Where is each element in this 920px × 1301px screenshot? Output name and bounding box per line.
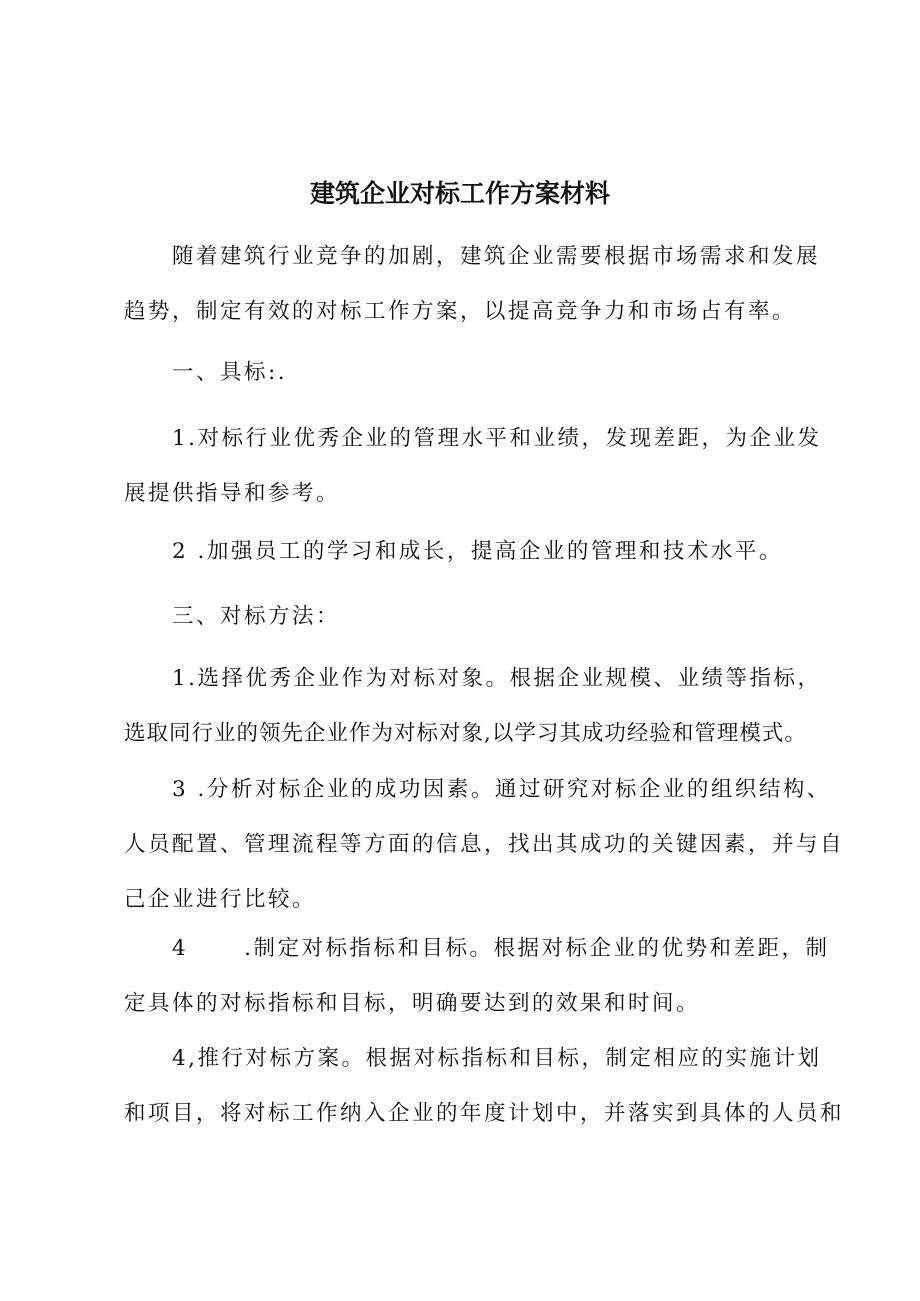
heading-line: 一、具标:. — [172, 360, 288, 385]
goal-item-2 — [124, 524, 824, 579]
paragraph-line: 趋势，制定有效的对标工作方案，以提高竞争力和市场占有率。 — [124, 299, 797, 324]
paragraph-line: 定具体的对标指标和目标，明确要达到的效果和时间。 — [124, 991, 701, 1016]
method-item-4a — [124, 921, 830, 1031]
paragraph-line: 随着建筑行业竞争的加剧，建筑企业需要根据市场需求和发展 — [172, 244, 821, 269]
paragraph-line: 和项目，将对标工作纳入企业的年度计划中，并落实到具体的人员和 — [124, 1101, 845, 1126]
paragraph-line: 4 .制定对标指标和目标。根据对标企业的优势和差距，制 — [172, 936, 830, 961]
paragraph-line: 选取同行业的领先企业作为对标对象,以学习其成功经验和管理模式。 — [124, 721, 807, 746]
paragraph-line: 1.选择优秀企业作为对标对象。根据企业规模、业绩等指标， — [172, 666, 822, 691]
method-item-4b — [124, 1031, 845, 1141]
section-heading-3 — [124, 589, 824, 644]
intro-paragraph — [124, 229, 824, 339]
paragraph-line: 2 .加强员工的学习和成长，提高企业的管理和技术水平。 — [172, 539, 783, 564]
paragraph-line: 3 .分析对标企业的成功因素。通过研究对标企业的组织结构、 — [172, 777, 831, 802]
goal-item-1 — [124, 411, 824, 521]
document-title: 建筑企业对标工作方案材料 — [309, 179, 610, 208]
method-item-1 — [124, 651, 824, 761]
method-item-3 — [124, 762, 845, 927]
section-heading-1 — [124, 345, 824, 400]
paragraph-line: 己企业进行比较。 — [124, 887, 317, 912]
heading-line: 三、对标方法： — [172, 604, 341, 629]
paragraph-line: 人员配置、管理流程等方面的信息，找出其成功的关键因素，并与自 — [124, 832, 845, 857]
paragraph-line: 展提供指导和参考。 — [124, 481, 341, 506]
paragraph-line: 4,推行对标方案。根据对标指标和目标，制定相应的实施计划 — [172, 1046, 822, 1071]
paragraph-line: 1.对标行业优秀企业的管理水平和业绩，发现差距，为企业发 — [172, 426, 822, 451]
